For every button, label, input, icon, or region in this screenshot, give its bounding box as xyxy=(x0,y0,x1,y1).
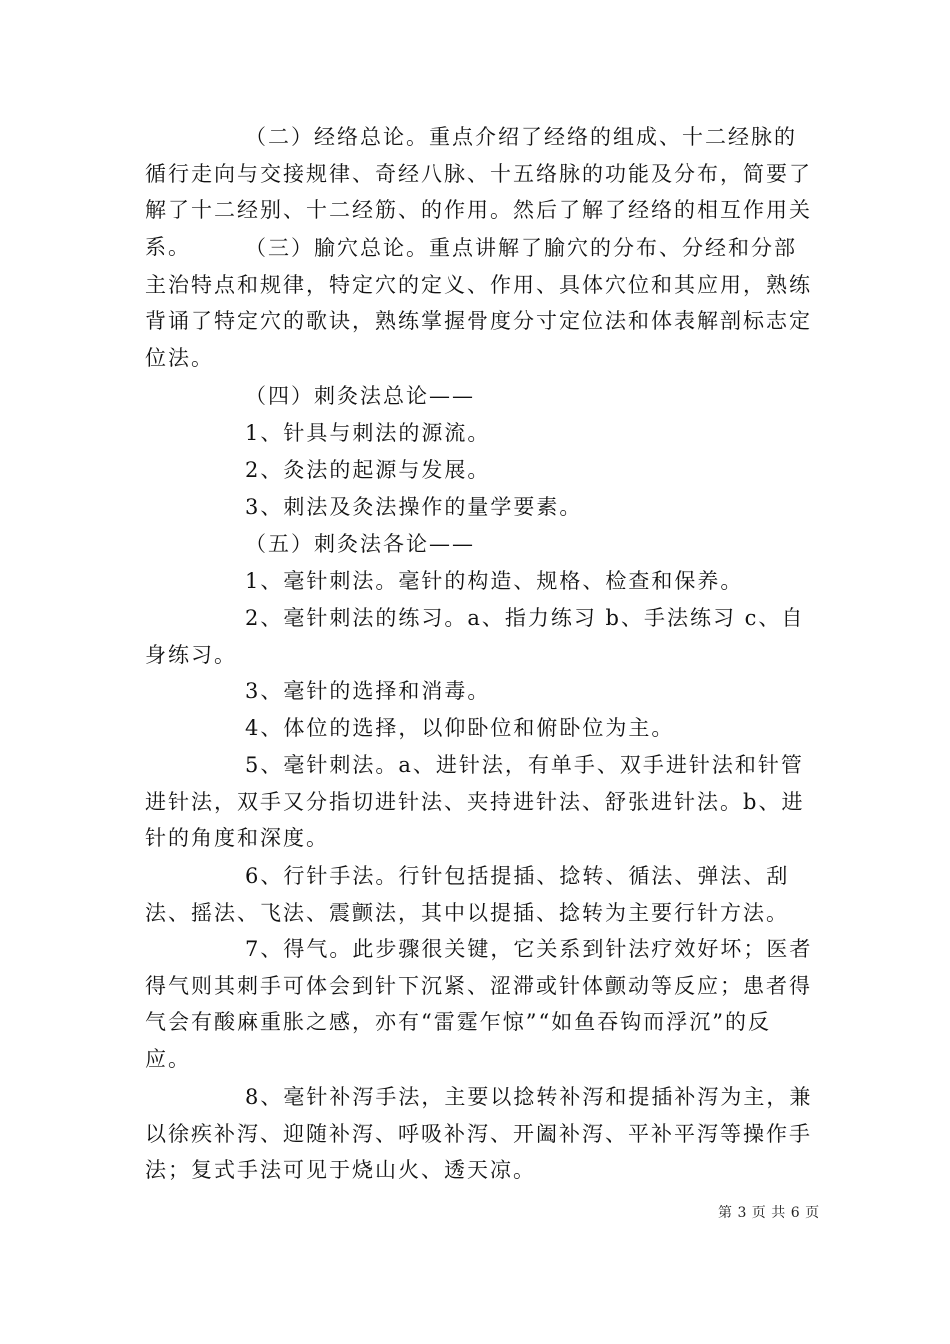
list-item: 1、毫针刺法。毫针的构造、规格、检查和保养。 xyxy=(245,569,744,593)
paragraph-meridian-overview: （二）经络总论。重点介绍了经络的组成、十二经脉的循行走向与交接规律、奇经八脉、十五络脉的功能及分布，简要了解了十二经别、十二经筋、的作用。然后了解了经络的相互作用关系。 xyxy=(145,125,812,259)
list-item: 2、灸法的起源与发展。 xyxy=(245,458,491,482)
paragraph-acupoint-overview: （三）腧穴总论。重点讲解了腧穴的分布、分经和分部主治特点和规律，特定穴的定义、作用、具体穴位和其应用，熟练背诵了特定穴的歌诀，熟练掌握骨度分寸定位法和体表解剖标志定位法。 xyxy=(145,236,812,370)
list-item: 7、得气。此步骤很关键，它关系到针法疗效好坏；医者得气则其刺手可体会到针下沉紧、涩滞或针体颤动等反应；患者得气会有酸麻重胀之感，亦有“雷霆乍惊”“如鱼吞钩而浮沉”的反应。 xyxy=(145,937,813,1071)
list-item: 8、毫针补泻手法，主要以捻转补泻和提插补泻为主，兼以徐疾补泻、迎随补泻、呼吸补泻、开阖补泻、平补平泻等操作手法；复式手法可见于烧山火、透天凉。 xyxy=(145,1085,813,1182)
list-item: 3、刺法及灸法操作的量学要素。 xyxy=(245,495,583,519)
paragraph-acupuncture-specific-heading: （五）刺灸法各论—— xyxy=(245,532,475,556)
paragraph-acupuncture-general-heading: （四）刺灸法总论—— xyxy=(245,384,475,408)
list-item: 2、毫针刺法的练习。a、指力练习 b、手法练习 c、自身练习。 xyxy=(145,606,805,667)
page-number-footer: 第 3 页 共 6 页 xyxy=(718,1205,820,1221)
list-item: 6、行针手法。行针包括提插、捻转、循法、弹法、刮法、摇法、飞法、震颤法，其中以提插、捻转为主要行针方法。 xyxy=(145,864,790,925)
list-item: 1、针具与刺法的源流。 xyxy=(245,421,491,445)
list-item: 3、毫针的选择和消毒。 xyxy=(245,679,491,703)
list-item: 5、毫针刺法。a、进针法，有单手、双手进针法和针管进针法，双手又分指切进针法、夹持进针法、舒张进针法。b、进针的角度和深度。 xyxy=(145,753,805,850)
list-item: 4、体位的选择，以仰卧位和俯卧位为主。 xyxy=(245,716,675,740)
